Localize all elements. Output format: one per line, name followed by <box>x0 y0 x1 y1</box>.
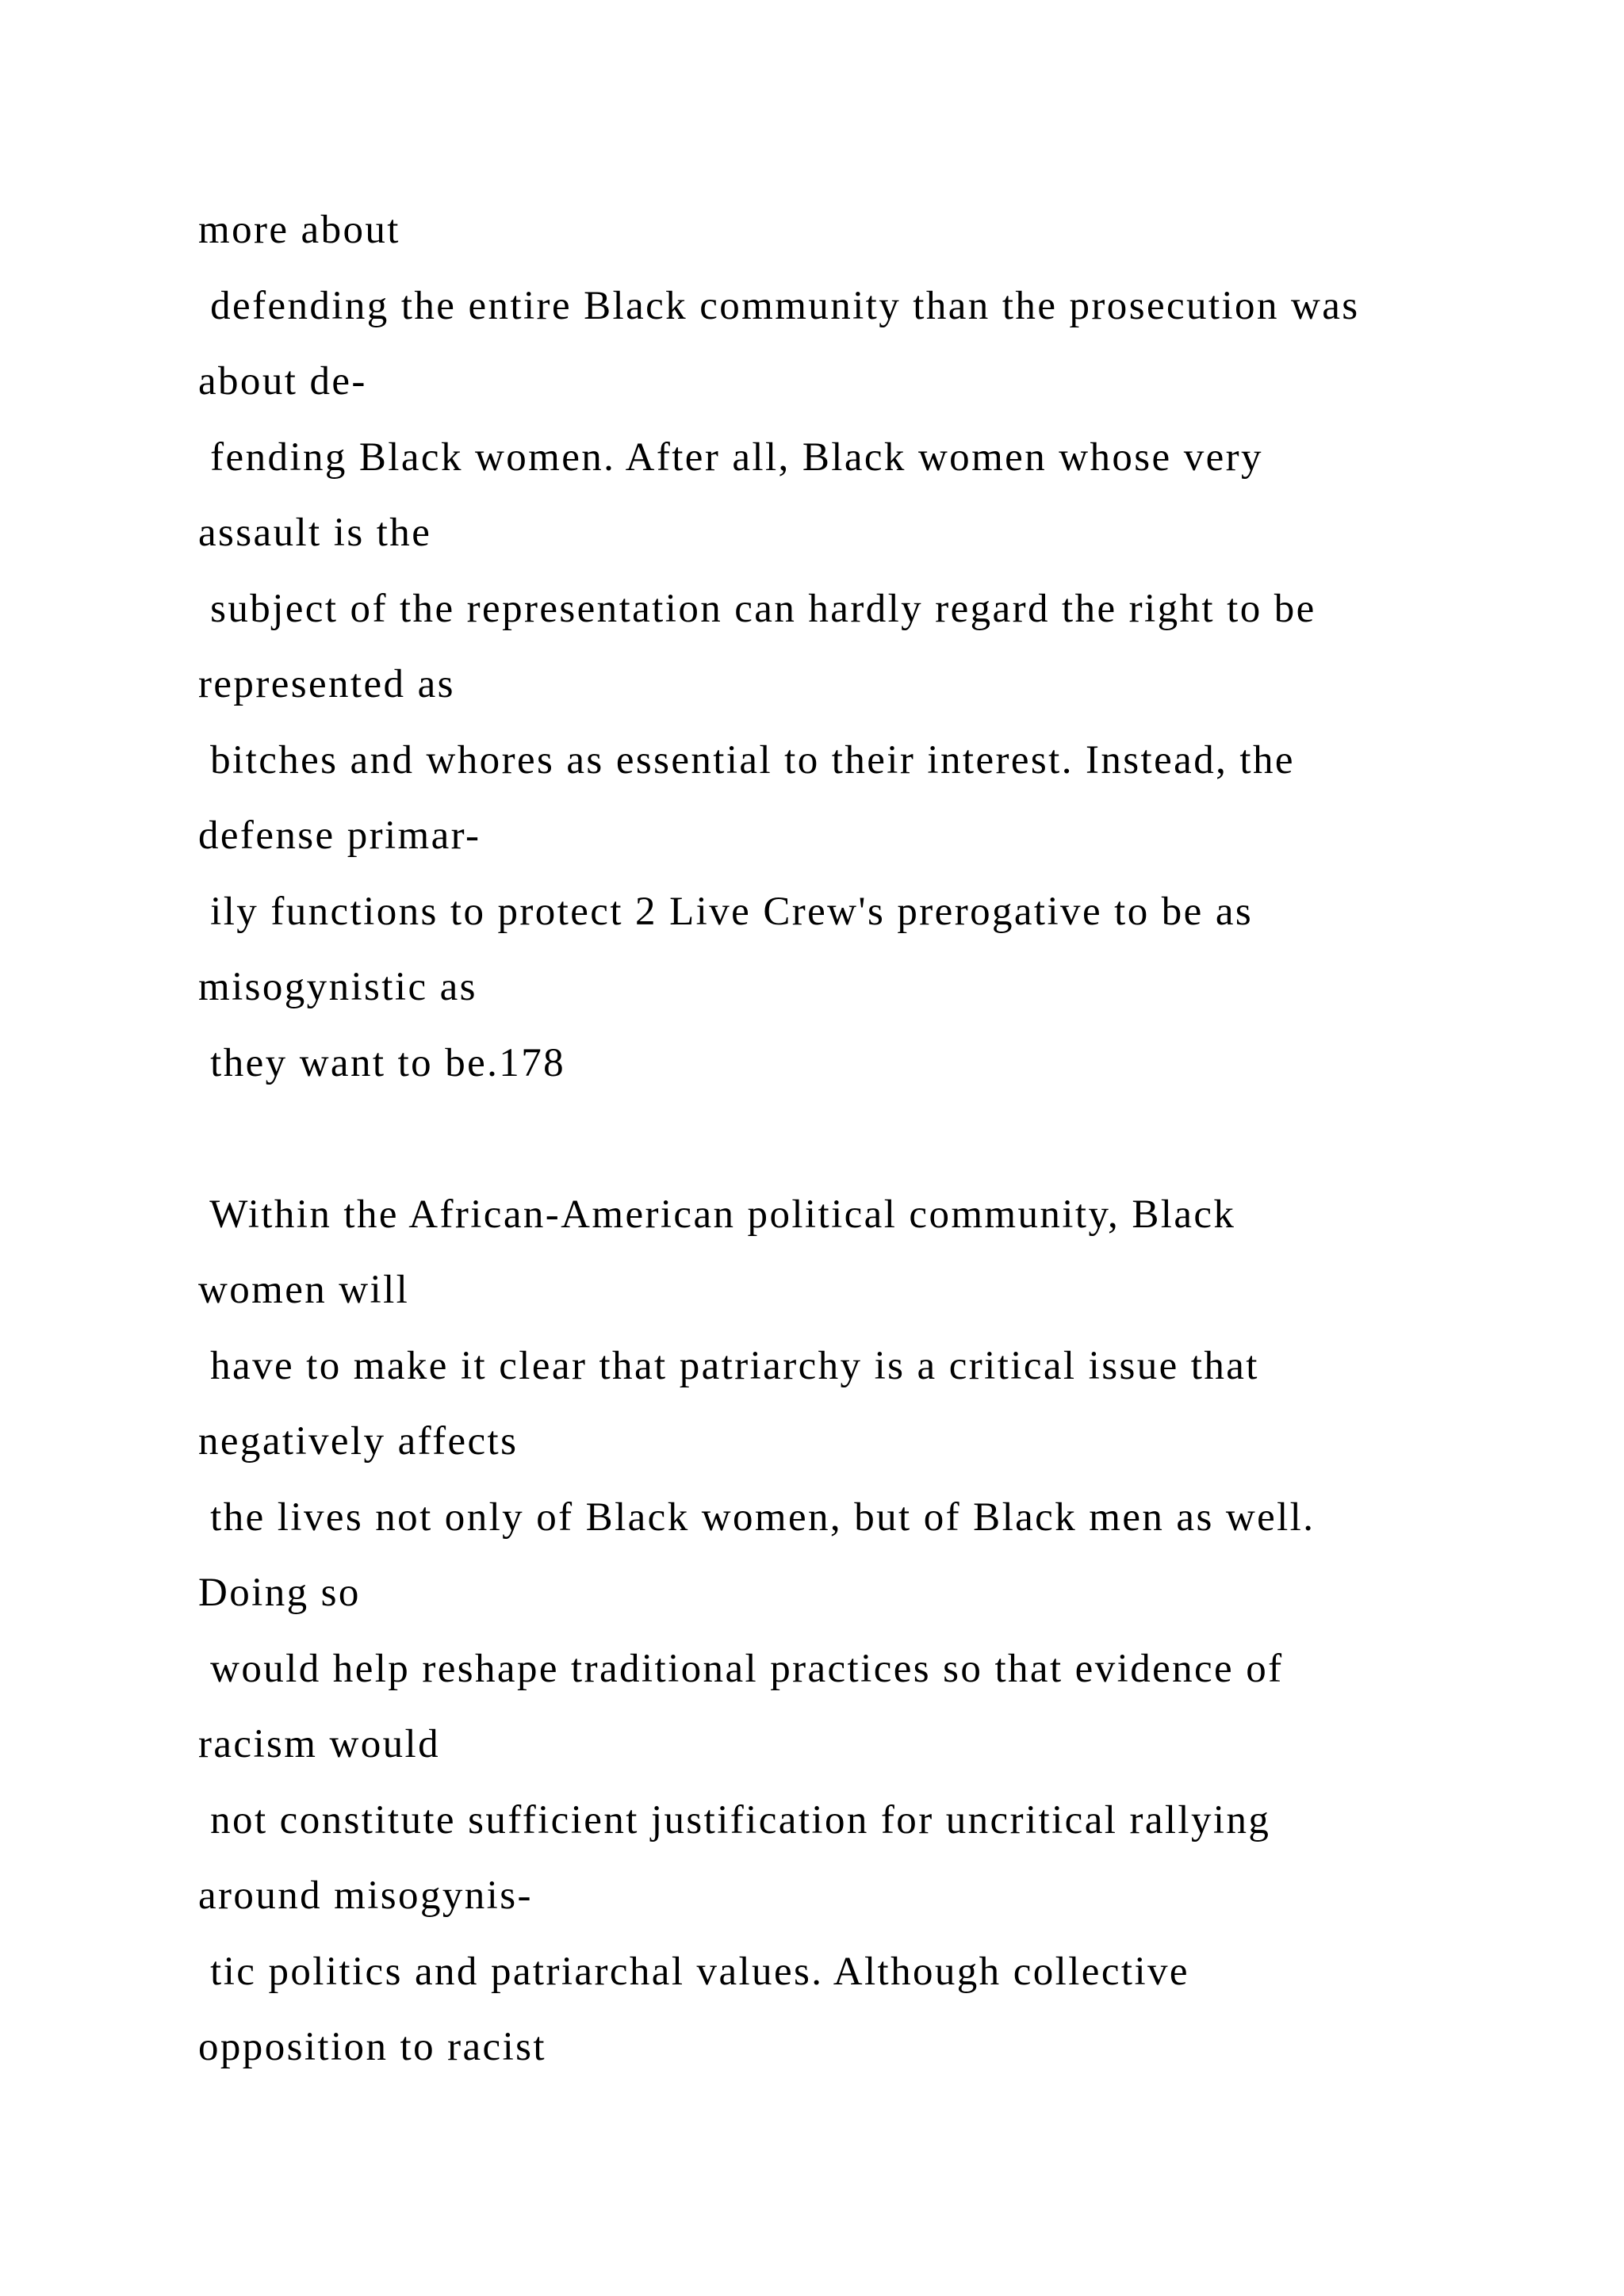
body-text <box>198 193 1499 2086</box>
text-line: have to make it clear that patriarchy is a critical issue that <box>198 1343 1259 1388</box>
text-line: misogynistic as <box>198 965 477 1009</box>
text-line: would help reshape traditional practices so that evidence of <box>198 1646 1284 1691</box>
blank-line <box>198 1101 1499 1177</box>
text-line: defending the entire Black community than the prosecution was <box>198 283 1360 328</box>
text-line: women will <box>198 1268 410 1312</box>
text-line: bitches and whores as essential to their interest. Instead, the <box>198 737 1295 783</box>
text-line: Doing so <box>198 1571 361 1615</box>
text-line: defense primar- <box>198 813 481 858</box>
text-line: they want to be.178 <box>198 1040 565 1085</box>
text-line: not constitute sufficient justification for uncritical rallying <box>198 1797 1271 1843</box>
text-line: Within the African-American political community, Black <box>198 1192 1236 1237</box>
text-line: assault is the <box>198 511 432 555</box>
text-line: tic politics and patriarchal values. Although collective <box>198 1949 1189 1994</box>
text-line: subject of the representation can hardly regard the right to be <box>198 586 1316 631</box>
text-line: about de- <box>198 359 367 404</box>
text-line: negatively affects <box>198 1419 519 1464</box>
text-line: the lives not only of Black women, but of Black men as well. <box>198 1494 1316 1540</box>
text-line: more about <box>198 208 400 252</box>
text-line: represented as <box>198 662 455 706</box>
text-line: around misogynis- <box>198 1873 533 1918</box>
text-line: ily functions to protect 2 Live Crew's prerogative to be as <box>198 889 1254 934</box>
text-line: opposition to racist <box>198 2025 546 2069</box>
text-line: racism would <box>198 1722 440 1766</box>
text-line: fending Black women. After all, Black women whose very <box>198 434 1263 480</box>
